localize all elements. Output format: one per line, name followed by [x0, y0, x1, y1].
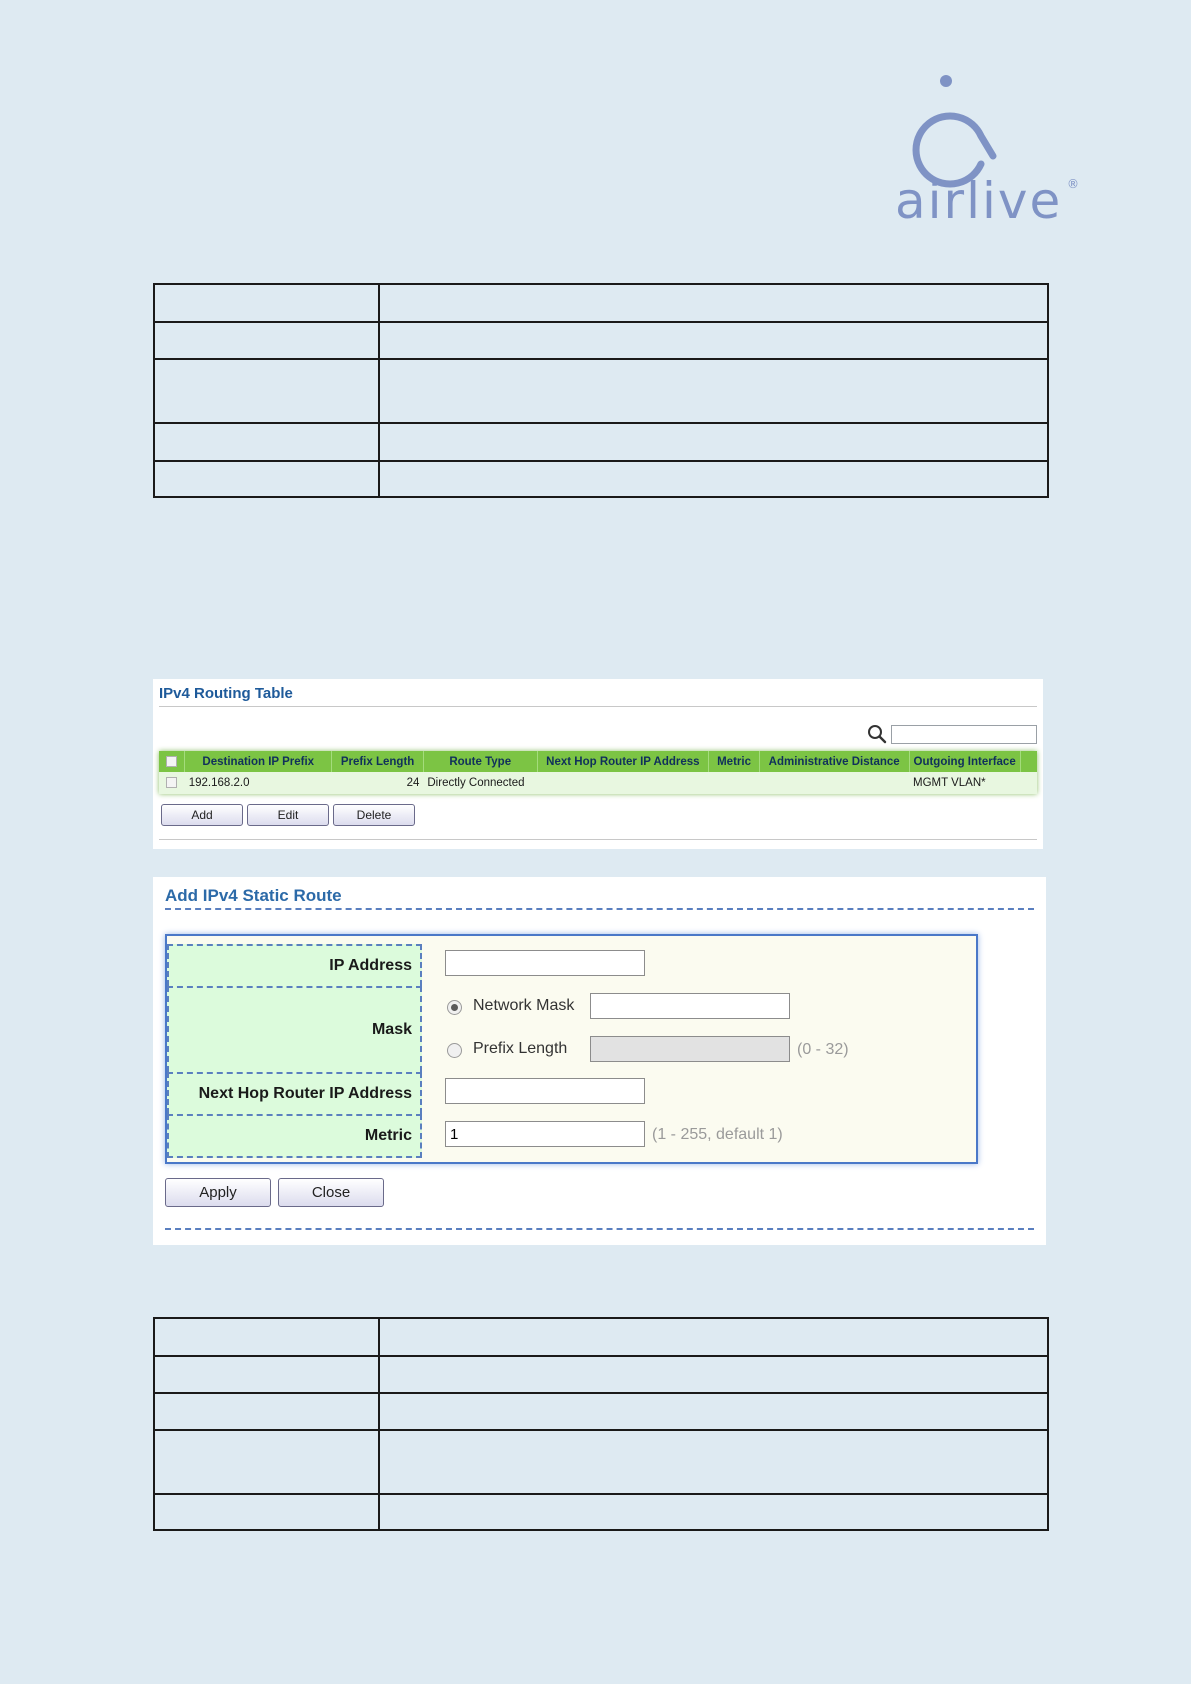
row-checkbox[interactable]	[166, 777, 177, 788]
cell-spacer	[1020, 772, 1037, 794]
close-button[interactable]: Close	[278, 1178, 384, 1207]
routing-table	[159, 751, 1037, 794]
cell-destination: 192.168.2.0	[185, 772, 332, 794]
static-route-form	[165, 934, 978, 1164]
bottom-dashed-divider	[165, 1228, 1034, 1230]
cell-metric	[709, 772, 760, 794]
col-admin-distance[interactable]: Administrative Distance	[759, 751, 909, 772]
logo-wordmark: airlive	[895, 172, 1063, 230]
network-mask-input[interactable]	[590, 993, 790, 1019]
cell-prefix-length: 24	[332, 772, 424, 794]
cell-admin-distance	[759, 772, 909, 794]
select-all-checkbox[interactable]	[166, 756, 177, 767]
delete-button[interactable]: Delete	[333, 804, 415, 826]
airlive-logo-mark	[895, 70, 1080, 230]
network-mask-label: Network Mask	[473, 997, 575, 1014]
prefix-length-label: Prefix Length	[473, 1040, 568, 1057]
search-icon[interactable]	[867, 724, 887, 744]
ipv4-routing-table-panel	[153, 679, 1043, 849]
col-route-type[interactable]: Route Type	[423, 751, 537, 772]
bottom-divider	[159, 839, 1037, 840]
table-header-row	[159, 751, 1037, 772]
label-next-hop: Next Hop Router IP Address	[167, 1072, 422, 1114]
prefix-length-radio[interactable]	[447, 1043, 462, 1058]
add-static-route-panel	[153, 877, 1046, 1245]
registered-mark: ®	[1067, 177, 1079, 191]
routing-table-title: IPv4 Routing Table	[159, 685, 293, 702]
label-mask: Mask	[167, 986, 422, 1072]
add-button[interactable]: Add	[161, 804, 243, 826]
cell-interface: MGMT VLAN*	[909, 772, 1020, 794]
prefix-length-input[interactable]	[590, 1036, 790, 1062]
title-dashed-divider	[165, 908, 1034, 910]
prefix-length-hint: (0 - 32)	[797, 1041, 849, 1058]
next-hop-input[interactable]	[445, 1078, 645, 1104]
cell-next-hop	[537, 772, 709, 794]
cell-route-type: Directly Connected	[423, 772, 537, 794]
select-all-cell	[159, 751, 185, 772]
row-checkbox-cell	[159, 772, 185, 794]
ip-address-input[interactable]	[445, 950, 645, 976]
label-ip-address: IP Address	[167, 944, 422, 986]
description-table-top	[153, 283, 1049, 498]
col-metric[interactable]: Metric	[709, 751, 760, 772]
apply-button[interactable]: Apply	[165, 1178, 271, 1207]
search-input[interactable]	[891, 725, 1037, 744]
col-destination[interactable]: Destination IP Prefix	[185, 751, 332, 772]
col-spacer	[1020, 751, 1037, 772]
metric-input[interactable]	[445, 1121, 645, 1147]
title-divider	[159, 706, 1037, 707]
static-route-title: Add IPv4 Static Route	[165, 886, 342, 905]
description-table-bottom	[153, 1317, 1049, 1531]
airlive-logo	[895, 70, 1080, 230]
label-metric: Metric	[167, 1114, 422, 1158]
metric-hint: (1 - 255, default 1)	[652, 1126, 783, 1143]
table-row[interactable]	[159, 772, 1037, 794]
col-prefix-length[interactable]: Prefix Length	[332, 751, 424, 772]
network-mask-radio[interactable]	[447, 1000, 462, 1015]
col-outgoing-interface[interactable]: Outgoing Interface	[909, 751, 1020, 772]
edit-button[interactable]: Edit	[247, 804, 329, 826]
col-next-hop[interactable]: Next Hop Router IP Address	[537, 751, 709, 772]
